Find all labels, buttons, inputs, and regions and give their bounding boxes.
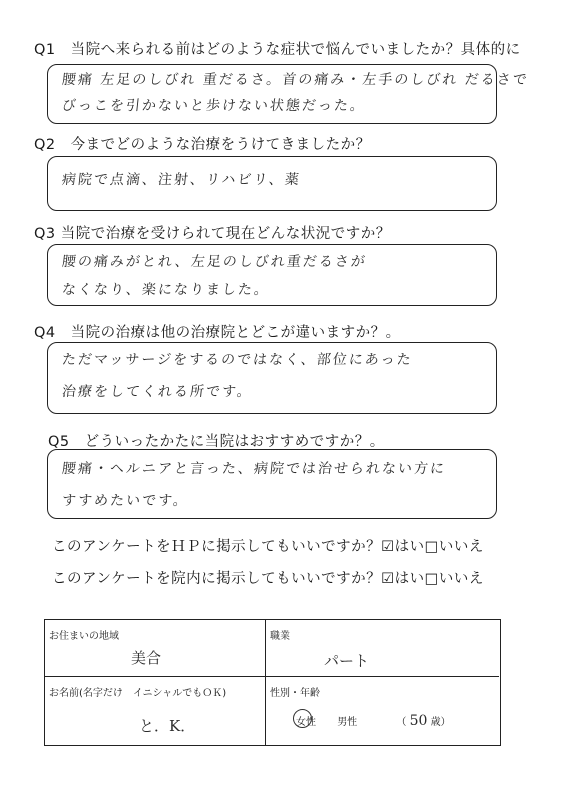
female-option[interactable] (296, 713, 316, 728)
female-label: 女性 (296, 717, 316, 728)
answer-2-box (47, 156, 497, 211)
answer-4-box (47, 342, 497, 414)
name-label: お名前(名字だけ イニシャルでもＯＫ) (49, 688, 227, 699)
consent-clinic-row (52, 567, 484, 588)
area-value: 美合 (131, 649, 162, 667)
answer-3-line-2: なくなり、楽になりました。 (61, 282, 271, 298)
question-5-label: Q5 どういったかたに当院はおすすめですか？。 (48, 434, 385, 450)
answer-5-line-1: 腰痛・ヘルニアと言った、病院では治せられない方に (61, 461, 447, 477)
answer-5-line-2: すすめたいです。 (61, 493, 190, 509)
name-value: と．K． (139, 717, 196, 735)
name-cell (45, 677, 266, 745)
question-3-label: Q3 当院で治療を受けられて現在どんな状況ですか？ (34, 226, 391, 242)
answer-4-line-1: ただマッサージをするのではなく、部位にあった (61, 352, 414, 368)
gender-age-cell (266, 677, 499, 745)
age-unit: 歳） (430, 717, 451, 728)
answer-3-line-1: 腰の痛みがとれ、左足のしびれ重だるさが (61, 254, 368, 270)
male-option[interactable]: 男性 (337, 717, 358, 728)
consent-hp-yes-checkbox[interactable]: ☑はい (381, 539, 425, 555)
consent-hp-row (52, 535, 484, 556)
job-value: パート (324, 652, 370, 670)
answer-4-line-2: 治療をしてくれる所です。 (61, 384, 254, 400)
answer-5-box (47, 449, 497, 519)
job-label: 職業 (270, 631, 290, 642)
gender-age-row (296, 713, 451, 729)
consent-clinic-no-checkbox[interactable]: □いいえ (424, 571, 484, 587)
consent-clinic-question: このアンケートを院内に掲示してもいいですか？ (52, 571, 382, 587)
answer-1-line-2: びっこを引かないと歩けない状態だった。 (61, 98, 367, 114)
respondent-info-table (44, 619, 501, 746)
consent-clinic-yes-checkbox[interactable]: ☑はい (381, 571, 425, 587)
age-open-paren: （ (396, 717, 407, 728)
consent-hp-no-checkbox[interactable]: □いいえ (424, 539, 484, 555)
answer-3-box (47, 244, 497, 306)
age-value: 50 (409, 713, 428, 729)
consent-hp-question: このアンケートをＨＰに掲示してもいいですか？ (52, 539, 382, 555)
gender-age-label: 性別・年齢 (270, 688, 320, 699)
female-circle-mark (293, 709, 312, 728)
question-2-label: Q2 今までどのような治療をうけてきましたか？ (34, 137, 371, 153)
job-cell (266, 620, 499, 677)
question-4-label: Q4 当院の治療は他の治療院とどこが違いますか？。 (34, 325, 401, 341)
question-1-label: Q1 当院へ来られる前はどのような症状で悩んでいましたか？具体的に (34, 42, 521, 58)
answer-2-line-1: 病院で点滴、注射、リハビリ、薬 (61, 172, 302, 188)
area-cell (45, 620, 266, 677)
answer-1-line-1: 腰痛 左足のしびれ 重だるさ。首の痛み・左手のしびれ だるさで (61, 72, 530, 88)
answer-1-box (47, 64, 530, 124)
area-label: お住まいの地域 (49, 631, 119, 642)
